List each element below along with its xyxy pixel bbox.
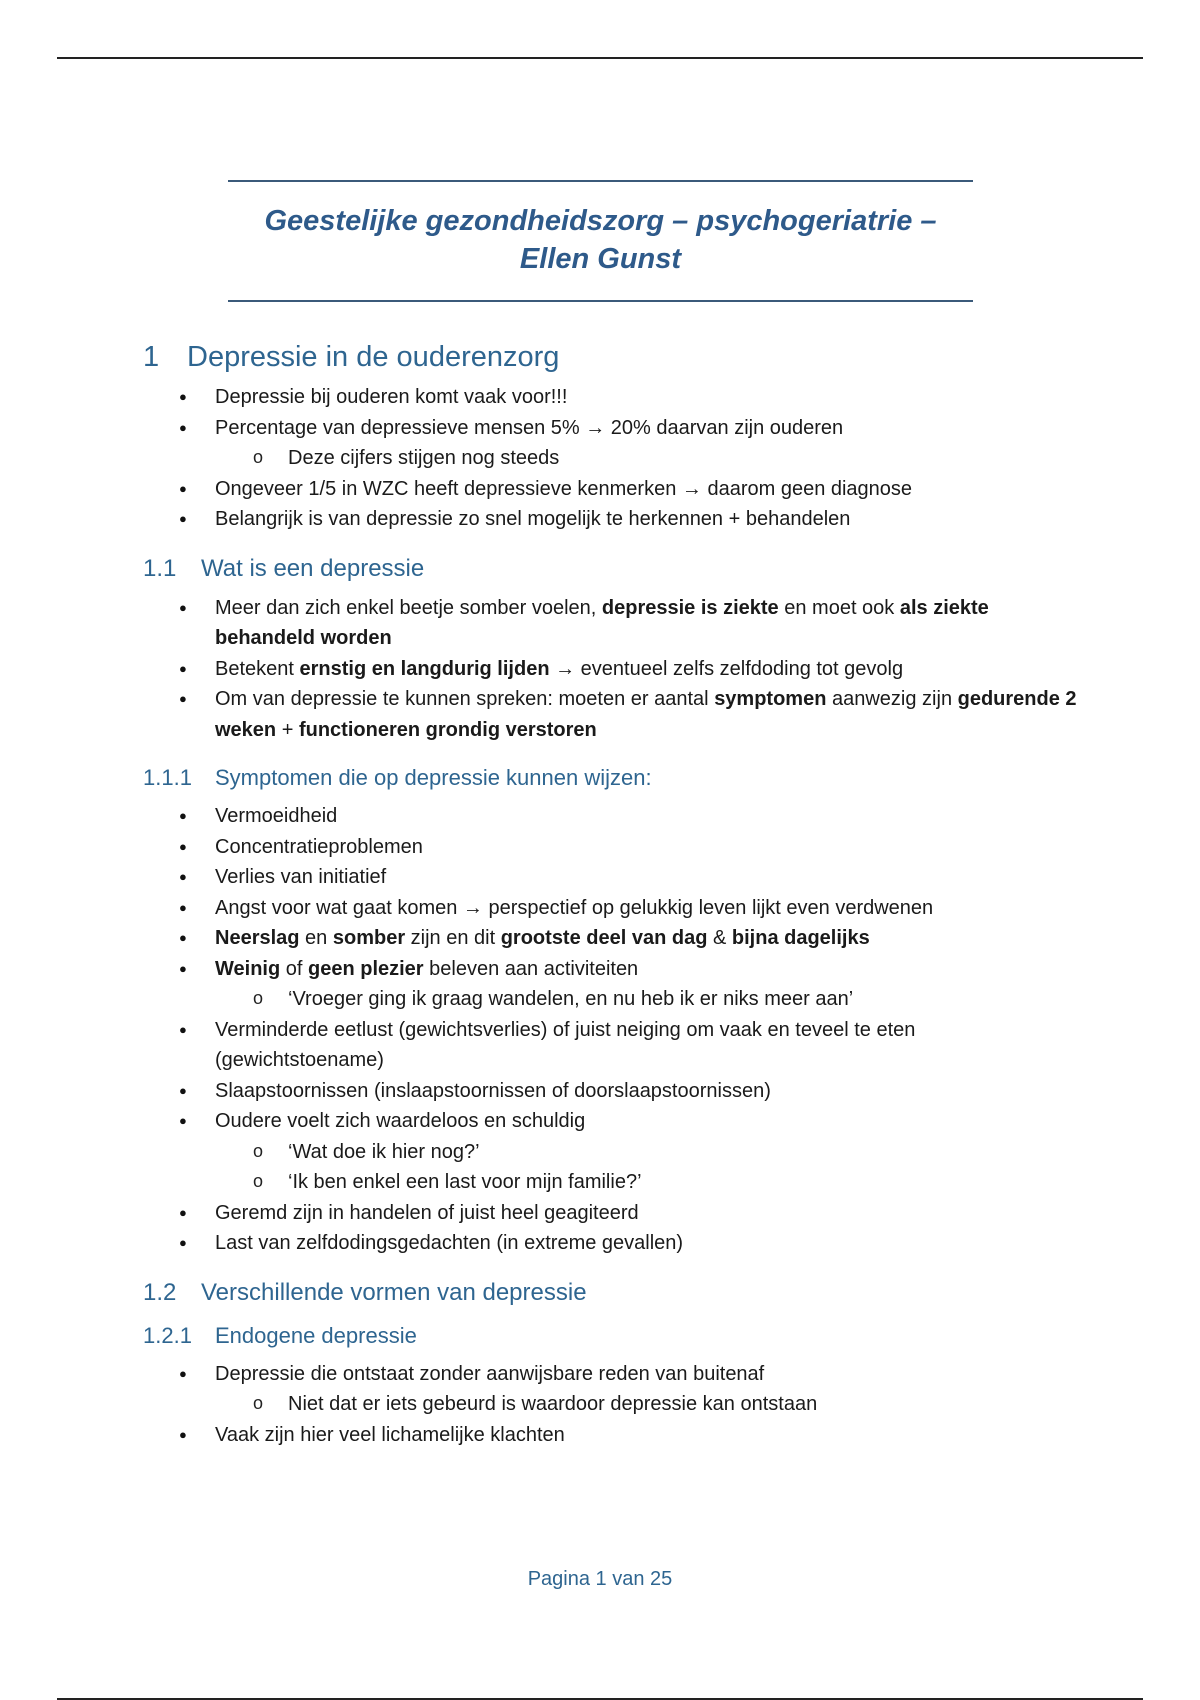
heading-1-1 [143,549,1083,589]
list-item: ● Weinig of geen plezier beleven aan activiteiten o ‘Vroeger ging ik graag wandelen, en nu heb ik er niks meer aan’ [143,954,1083,1015]
heading-1-1-1 [143,759,1083,797]
list-item: ● Vermoeidheid [143,801,1083,832]
sub-list-item: o Deze cijfers stijgen nog steeds [215,443,1083,474]
document-title-box [228,180,973,302]
list-item: ● Ongeveer 1/5 in WZC heeft depressieve kenmerken → daarom geen diagnose [143,474,1083,505]
heading-text: Endogene depressie [215,1322,417,1348]
sub-bullet-list [215,1389,1083,1420]
heading-1 [143,334,1083,380]
sub-bullet-list [215,1137,1083,1198]
heading-number: 1.2 [143,1278,177,1306]
heading-number: 1.1.1 [143,765,192,790]
list-item: ● Concentratieproblemen [143,832,1083,863]
heading-text: Symptomen die op depressie kunnen wijzen: [215,765,652,790]
bullet-list [143,382,1083,535]
list-item: ● Vaak zijn hier veel lichamelijke klachten [143,1420,1083,1451]
list-item: ● Om van depressie te kunnen spreken: moeten er aantal symptomen aanwezig zijn gedurende 2 weken + functioneren grondig verstoren [143,684,1083,745]
list-item: ● Geremd zijn in handelen of juist heel geagiteerd [143,1198,1083,1229]
heading-number: 1.1 [143,554,177,582]
document-title: Geestelijke gezondheidszorg – psychogeriatrie – Ellen Gunst [264,205,937,275]
sub-bullet-list [215,443,1083,474]
heading-text: Depressie in de ouderenzorg [187,341,560,373]
sub-list-item: o Niet dat er iets gebeurd is waardoor depressie kan ontstaan [215,1389,1083,1420]
document-body [143,334,1083,1450]
heading-number: 1 [143,341,160,373]
list-item: ● Verminderde eetlust (gewichtsverlies) of juist neiging om vaak en teveel te eten (gewichtstoename) [143,1015,1083,1076]
sub-list-item: o ‘Wat doe ik hier nog?’ [215,1137,1083,1168]
heading-1-2-1 [143,1317,1083,1355]
list-item: ● Depressie bij ouderen komt vaak voor!!! [143,382,1083,413]
list-item: ● Neerslag en somber zijn en dit grootste deel van dag & bijna dagelijks [143,923,1083,954]
sub-list-item: o ‘Vroeger ging ik graag wandelen, en nu heb ik er niks meer aan’ [215,984,1083,1015]
heading-1-2 [143,1273,1083,1313]
list-item: ● Last van zelfdodingsgedachten (in extreme gevallen) [143,1228,1083,1259]
bullet-list [143,593,1083,746]
list-item: ● Slaapstoornissen (inslaapstoornissen of doorslaapstoornissen) [143,1076,1083,1107]
sub-list-item: o ‘Ik ben enkel een last voor mijn familie?’ [215,1167,1083,1198]
heading-number: 1.2.1 [143,1322,192,1348]
list-item: ● Oudere voelt zich waardeloos en schuldig o ‘Wat doe ik hier nog?’ o ‘Ik ben enkel een last voor mijn familie?’ [143,1106,1083,1198]
bullet-list [143,801,1083,1259]
bullet-list [143,1359,1083,1451]
list-item: ● Verlies van initiatief [143,862,1083,893]
list-item: ● Meer dan zich enkel beetje somber voelen, depressie is ziekte en moet ook als ziekte behandeld worden [143,593,1083,654]
list-item: ● Betekent ernstig en langdurig lijden → eventueel zelfs zelfdoding tot gevolg [143,654,1083,685]
list-item: ● Belangrijk is van depressie zo snel mogelijk te herkennen + behandelen [143,504,1083,535]
list-item: ● Angst voor wat gaat komen → perspectief op gelukkig leven lijkt even verdwenen [143,893,1083,924]
header-rule [57,57,1143,59]
heading-text: Wat is een depressie [201,554,425,582]
list-item: ● Depressie die ontstaat zonder aanwijsbare reden van buitenaf o Niet dat er iets gebeurd is waardoor depressie kan ontstaan [143,1359,1083,1420]
heading-text: Verschillende vormen van depressie [201,1278,587,1306]
page-number: Pagina 1 van 25 [527,1568,673,1590]
sub-bullet-list [215,984,1083,1015]
list-item: ● Percentage van depressieve mensen 5% → 20% daarvan zijn ouderen o Deze cijfers stijgen nog steeds [143,413,1083,474]
